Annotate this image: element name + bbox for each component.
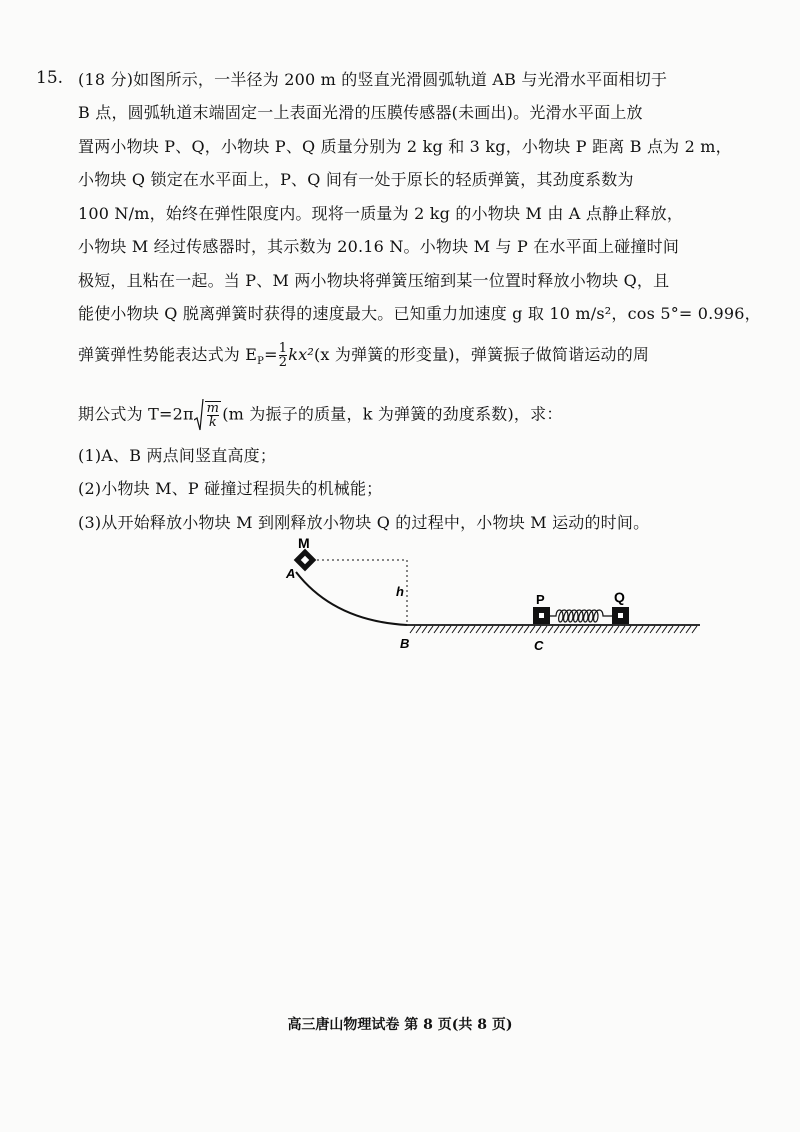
ep-equals: = bbox=[264, 345, 278, 364]
question-line-8: 能使小物块 Q 脱离弹簧时获得的速度最大。已知重力加速度 g 取 10 m/s²，cos 5°= 0.996， bbox=[78, 304, 761, 323]
ground-hatching bbox=[410, 626, 697, 633]
label-h: h bbox=[396, 584, 404, 599]
block-m bbox=[294, 549, 317, 572]
ep-expression: kx² bbox=[288, 345, 314, 364]
label-p: P bbox=[536, 592, 545, 607]
fraction-denominator: 2 bbox=[278, 355, 288, 370]
label-q: Q bbox=[614, 589, 625, 605]
ep-subscript: P bbox=[257, 356, 265, 368]
question-line-3: 置两小物块 P、Q，小物块 P、Q 质量分别为 2 kg 和 3 kg，小物块 P 距离 B 点为 2 m， bbox=[78, 137, 732, 156]
spring bbox=[550, 610, 612, 622]
label-c: C bbox=[534, 638, 544, 653]
question-number: 15. bbox=[36, 68, 64, 88]
question-line-6: 小物块 M 经过传感器时，其示数为 20.16 N。小物块 M 与 P 在水平面上碰撞时间 bbox=[78, 237, 680, 256]
period-suffix: (m 为振子的质量，k 为弹簧的劲度系数)，求： bbox=[222, 404, 563, 424]
label-m: M bbox=[298, 535, 310, 551]
period-prefix: 期公式为 T=2π bbox=[78, 404, 194, 424]
block-p bbox=[533, 607, 550, 624]
question-line-7: 极短，且粘在一起。当 P、M 两小物块将弹簧压缩到某一位置时释放小物块 Q，且 bbox=[78, 271, 670, 290]
fraction-numerator: 1 bbox=[278, 341, 288, 356]
ep-prefix: 弹簧弹性势能表达式为 E bbox=[78, 345, 258, 364]
sub-question-3: (3)从开始释放小物块 M 到刚释放小物块 Q 的过程中，小物块 M 运动的时间。 bbox=[78, 513, 650, 532]
question-line-2: B 点，圆弧轨道末端固定一上表面光滑的压膜传感器(未画出)。光滑水平面上放 bbox=[78, 103, 643, 122]
sub-question-2: (2)小物块 M、P 碰撞过程损失的机械能； bbox=[78, 479, 383, 498]
question-line-1: (18 分)如图所示，一半径为 200 m 的竖直光滑圆弧轨道 AB 与光滑水平面相切于 bbox=[78, 70, 668, 89]
ep-suffix: (x 为弹簧的形变量)，弹簧振子做简谐运动的周 bbox=[313, 345, 650, 364]
label-b: B bbox=[400, 636, 410, 651]
sub-question-1: (1)A、B 两点间竖直高度； bbox=[78, 446, 277, 465]
question-line-5: 100 N/m，始终在弹性限度内。现将一质量为 2 kg 的小物块 M 由 A 点静止释放， bbox=[78, 204, 684, 223]
arc-track bbox=[296, 572, 407, 625]
fraction-m: m bbox=[206, 401, 220, 416]
page-footer: 高三唐山物理试卷 第 8 页(共 8 页) bbox=[287, 1017, 513, 1033]
question-line-4: 小物块 Q 锁定在水平面上，P、Q 间有一处于原长的轻质弹簧，其劲度系数为 bbox=[78, 170, 634, 189]
label-a: A bbox=[286, 566, 296, 581]
block-q bbox=[612, 607, 629, 624]
fraction-k: k bbox=[207, 415, 220, 429]
